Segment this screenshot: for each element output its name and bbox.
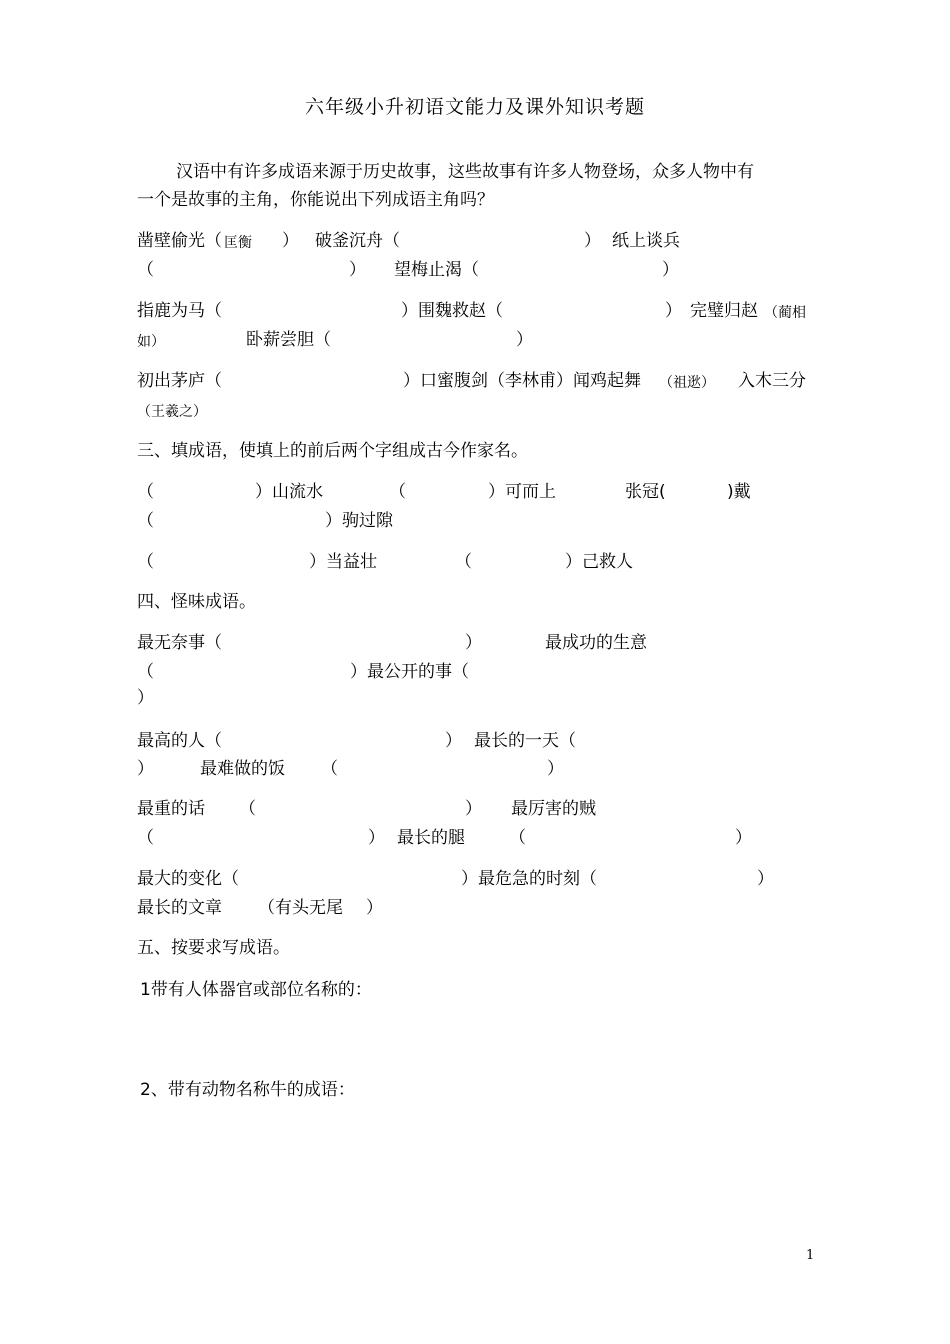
bracket: ）: [662, 260, 679, 280]
intro-line-1: 汉语中有许多成语来源于历史故事，这些故事有许多人物登场，众多人物中有: [176, 162, 754, 182]
riddle-text: 最厉害的贼: [511, 799, 596, 819]
bracket: ）: [465, 633, 482, 653]
bracket: （: [137, 511, 154, 531]
riddle-answer: （有头无尾: [258, 898, 343, 918]
idiom-blank: )戴: [727, 482, 751, 502]
idiom-blank: ）驹过隙: [325, 511, 393, 531]
idiom-answer: 匡衡: [224, 235, 252, 251]
bracket: （: [239, 799, 256, 819]
bracket: ）: [665, 301, 682, 321]
riddle-text: 最长的一天（: [474, 731, 576, 751]
riddle-text: 最高的人（: [137, 731, 222, 751]
idiom-blank: ）当益壮: [309, 552, 377, 572]
riddle-text: 最难做的饭: [200, 759, 285, 779]
idiom-text: 初出茅庐（: [137, 371, 222, 391]
section-3-heading: 三、填成语，使填上的前后两个字组成古今作家名。: [137, 441, 528, 461]
idiom-text: 纸上谈兵: [612, 231, 680, 251]
bracket: （: [137, 662, 154, 682]
bracket: （: [137, 828, 154, 848]
idiom-blank: 张冠(: [625, 482, 666, 502]
idiom-text: 破釜沉舟（: [315, 231, 400, 251]
bracket: （: [137, 260, 154, 280]
question-2: 2、带有动物名称牛的成语：: [140, 1080, 355, 1100]
bracket: ）: [366, 898, 383, 918]
bracket: （: [455, 552, 472, 572]
idiom-blank: ）可而上: [488, 482, 556, 502]
idiom-text: 望梅止渴（: [394, 260, 479, 280]
intro-line-2: 一个是故事的主角，你能说出下列成语主角吗？: [137, 190, 494, 210]
bracket: （: [137, 482, 154, 502]
document-title: 六年级小升初语文能力及课外知识考题: [304, 96, 645, 118]
idiom-text: ）口蜜腹剑（李林甫）闻鸡起舞: [403, 371, 641, 391]
bracket: ）: [516, 330, 533, 350]
idiom-text: 入木三分: [738, 371, 806, 391]
riddle-text: 最无奈事（: [137, 633, 222, 653]
bracket: ）: [349, 260, 366, 280]
riddle-text: 最长的文章: [137, 898, 222, 918]
bracket: （: [389, 482, 406, 502]
idiom-text: 凿壁偷光（: [137, 231, 222, 251]
bracket: ）: [757, 869, 774, 889]
question-1: 1带有人体器官或部位名称的：: [140, 980, 372, 1000]
bracket: ）: [137, 759, 154, 779]
idiom-answer: （王羲之）: [137, 404, 207, 420]
riddle-text: 最成功的生意: [545, 633, 647, 653]
bracket: ）: [465, 799, 482, 819]
bracket: ）: [368, 828, 385, 848]
bracket: ）: [735, 828, 752, 848]
riddle-text: 最长的腿: [397, 828, 465, 848]
riddle-text: ）最危急的时刻（: [461, 869, 597, 889]
bracket: ）: [445, 731, 462, 751]
bracket: （: [137, 552, 154, 572]
riddle-text: 最大的变化（: [137, 869, 239, 889]
idiom-text: ）围魏救赵（: [401, 301, 503, 321]
idiom-blank: ）己救人: [565, 552, 633, 572]
idiom-answer: 如）: [137, 334, 165, 350]
idiom-blank: ）山流水: [255, 482, 323, 502]
idiom-answer: （蔺相: [764, 305, 806, 321]
riddle-text: ）最公开的事（: [350, 662, 469, 682]
bracket: ）: [137, 688, 154, 708]
idiom-answer: （祖逖）: [659, 375, 715, 391]
idiom-text: 完璧归赵: [690, 301, 758, 321]
bracket: （: [509, 828, 526, 848]
bracket: ）: [547, 759, 564, 779]
bracket: （: [321, 759, 338, 779]
riddle-text: 最重的话: [137, 799, 205, 819]
section-5-heading: 五、按要求写成语。: [137, 938, 290, 958]
idiom-text: 卧薪尝胆（: [246, 330, 331, 350]
bracket: ）: [584, 231, 601, 251]
bracket: ）: [282, 231, 299, 251]
page-number: 1: [806, 1248, 815, 1263]
section-4-heading: 四、怪味成语。: [137, 592, 256, 612]
idiom-text: 指鹿为马（: [137, 301, 222, 321]
